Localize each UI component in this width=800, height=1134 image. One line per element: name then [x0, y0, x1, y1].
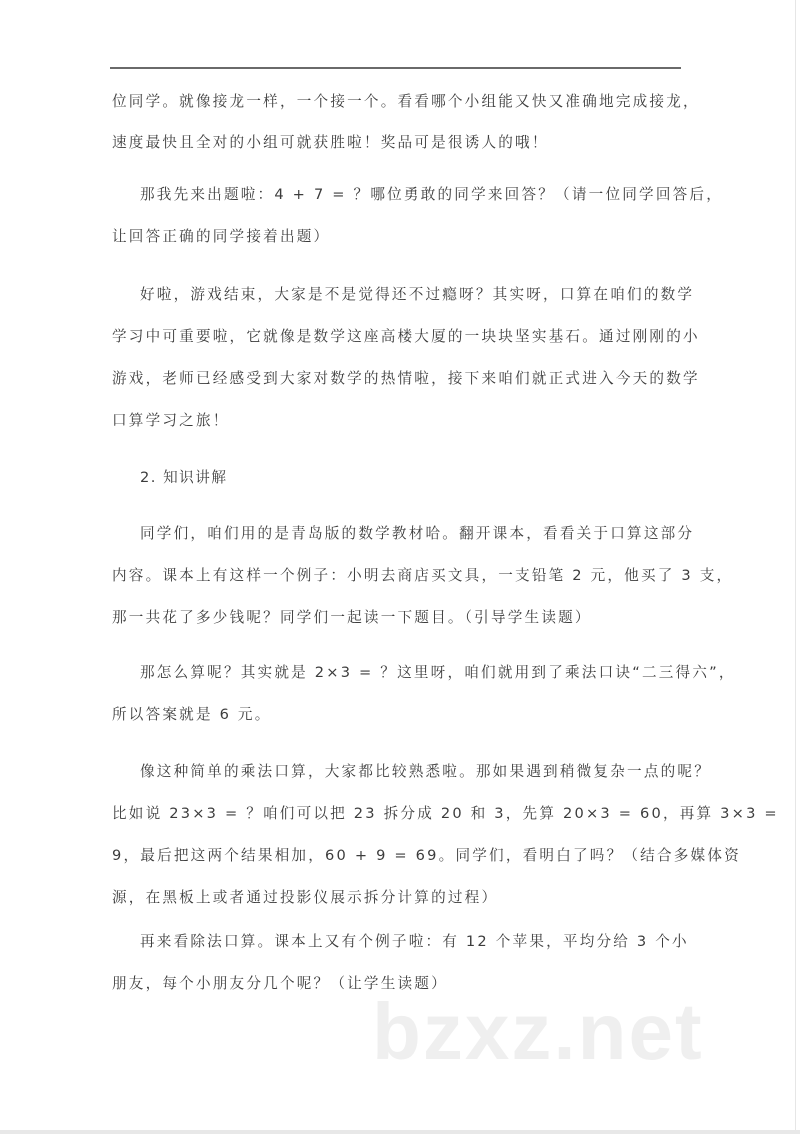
paragraph-line: 好啦，游戏结束，大家是不是觉得还不过瘾呀？其实呀，口算在咱们的数学	[140, 286, 695, 303]
paragraph-line: 那一共花了多少钱呢？同学们一起读一下题目。（引导学生读题）	[112, 609, 592, 626]
paragraph-line: 源，在黑板上或者通过投影仪展示拆分计算的过程）	[112, 889, 499, 906]
section-heading: 2. 知识讲解	[140, 469, 228, 486]
paragraph-line: 同学们，咱们用的是青岛版的数学教材哈。翻开课本，看看关于口算这部分	[140, 525, 695, 542]
paragraph-line: 内容。课本上有这样一个例子：小明去商店买文具，一支铅笔 2 元，他买了 3 支，	[112, 567, 734, 584]
paragraph-line: 再来看除法口算。课本上又有个例子啦：有 12 个苹果，平均分给 3 个小	[140, 933, 689, 950]
paragraph-line: 游戏，老师已经感受到大家对数学的热情啦，接下来咱们就正式进入今天的数学	[112, 370, 700, 387]
paragraph-line: 比如说 23×3 = ？咱们可以把 23 拆分成 20 和 3，先算 20×3 = 60，再算 3×3 =	[112, 805, 779, 822]
watermark: bzxz.net	[372, 987, 704, 1076]
paragraph-line: 位同学。就像接龙一样，一个接一个。看看哪个小组能又快又准确地完成接龙，	[112, 93, 700, 110]
paragraph-line: 速度最快且全对的小组可就获胜啦！奖品可是很诱人的哦！	[112, 134, 549, 151]
paragraph-line: 那我先来出题啦：4 + 7 = ？哪位勇敢的同学来回答？（请一位同学回答后，	[140, 186, 723, 203]
paragraph-line: 所以答案就是 6 元。	[112, 706, 272, 723]
paragraph-line: 9，最后把这两个结果相加，60 + 9 = 69。同学们，看明白了吗？（结合多媒体资	[112, 847, 741, 864]
paragraph-line: 像这种简单的乘法口算，大家都比较熟悉啦。那如果遇到稍微复杂一点的呢？	[140, 763, 711, 780]
paragraph-line: 让回答正确的同学接着出题）	[112, 228, 331, 245]
paragraph-line: 口算学习之旅！	[112, 412, 230, 429]
paragraph-line: 朋友，每个小朋友分几个呢？（让学生读题）	[112, 975, 448, 992]
paragraph-line: 学习中可重要啦，它就像是数学这座高楼大厦的一块块坚实基石。通过刚刚的小	[112, 328, 700, 345]
paragraph-line: 那怎么算呢？其实就是 2×3 = ？这里呀，咱们就用到了乘法口诀“二三得六”，	[140, 664, 736, 681]
page-bottom-edge	[0, 1130, 800, 1134]
header-rule	[110, 67, 681, 69]
